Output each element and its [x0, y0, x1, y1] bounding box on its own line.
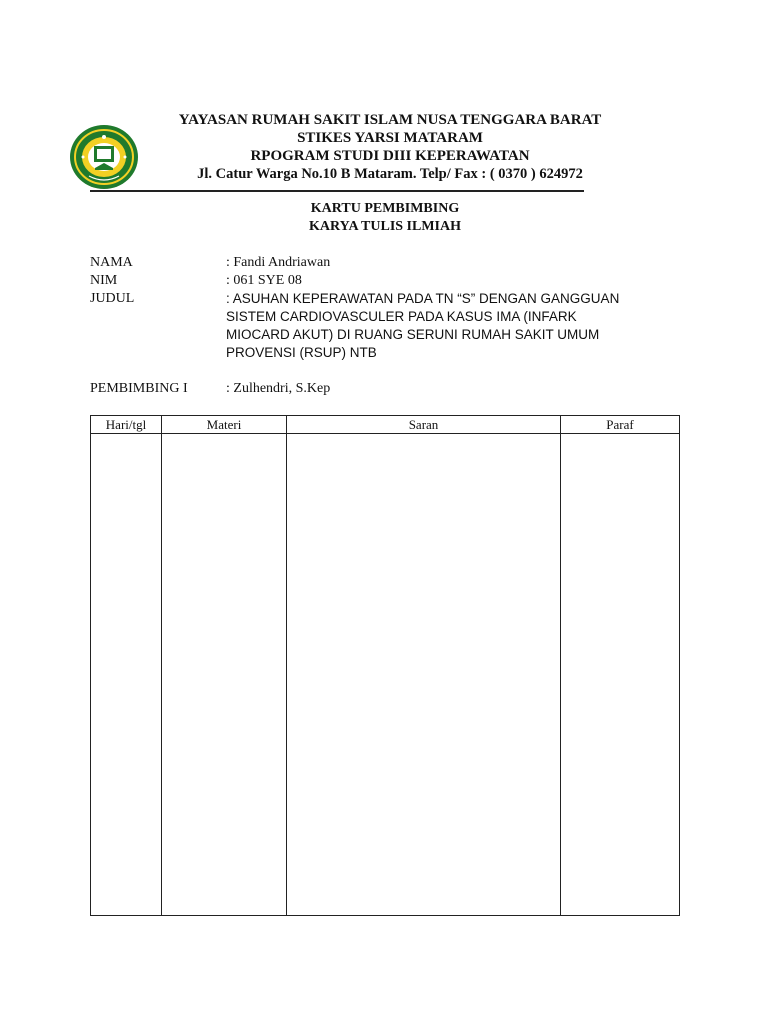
- judul-line-3: MIOCARD AKUT) DI RUANG SERUNI RUMAH SAKIT UMUM: [226, 327, 600, 342]
- nim-value: : 061 SYE 08: [226, 273, 302, 288]
- nim-label: NIM: [90, 273, 118, 288]
- school-name: STIKES YARSI MATARAM: [297, 130, 483, 146]
- guidance-log-table: [90, 415, 680, 916]
- table-row: [91, 434, 680, 916]
- institution-seal-icon: [69, 124, 139, 190]
- foundation-name: YAYASAN RUMAH SAKIT ISLAM NUSA TENGGARA BARAT: [178, 112, 602, 128]
- header-divider: [90, 190, 584, 192]
- title-line-2: KARYA TULIS ILMIAH: [309, 219, 461, 234]
- letterhead: [160, 111, 620, 183]
- pembimbing-value: : Zulhendri, S.Kep: [226, 381, 331, 396]
- document-title: [90, 200, 680, 236]
- col-header-date: Hari/tgl: [91, 416, 162, 434]
- judul-line-2: SISTEM CARDIOVASCULER PADA KASUS IMA (INFARK: [226, 309, 577, 324]
- col-header-advice: Saran: [287, 416, 561, 434]
- pembimbing-label: PEMBIMBING I: [90, 381, 188, 396]
- nama-value: : Fandi Andriawan: [226, 255, 331, 270]
- judul-value: [226, 290, 686, 362]
- address-line: Jl. Catur Warga No.10 B Mataram. Telp/ Fax : ( 0370 ) 624972: [197, 166, 583, 182]
- judul-label: JUDUL: [90, 291, 135, 306]
- col-header-material: Materi: [162, 416, 287, 434]
- material-cell[interactable]: [162, 434, 287, 916]
- judul-line-4: PROVENSI (RSUP) NTB: [226, 345, 377, 360]
- nama-label: NAMA: [90, 255, 133, 270]
- col-header-signature: Paraf: [561, 416, 680, 434]
- table-header-row: [91, 416, 680, 434]
- judul-line-1: : ASUHAN KEPERAWATAN PADA TN “S” DENGAN GANGGUAN: [226, 291, 620, 306]
- program-name: RPOGRAM STUDI DIII KEPERAWATAN: [250, 148, 530, 164]
- title-line-1: KARTU PEMBIMBING: [310, 201, 460, 216]
- signature-cell[interactable]: [561, 434, 680, 916]
- advice-cell[interactable]: [287, 434, 561, 916]
- date-cell[interactable]: [91, 434, 162, 916]
